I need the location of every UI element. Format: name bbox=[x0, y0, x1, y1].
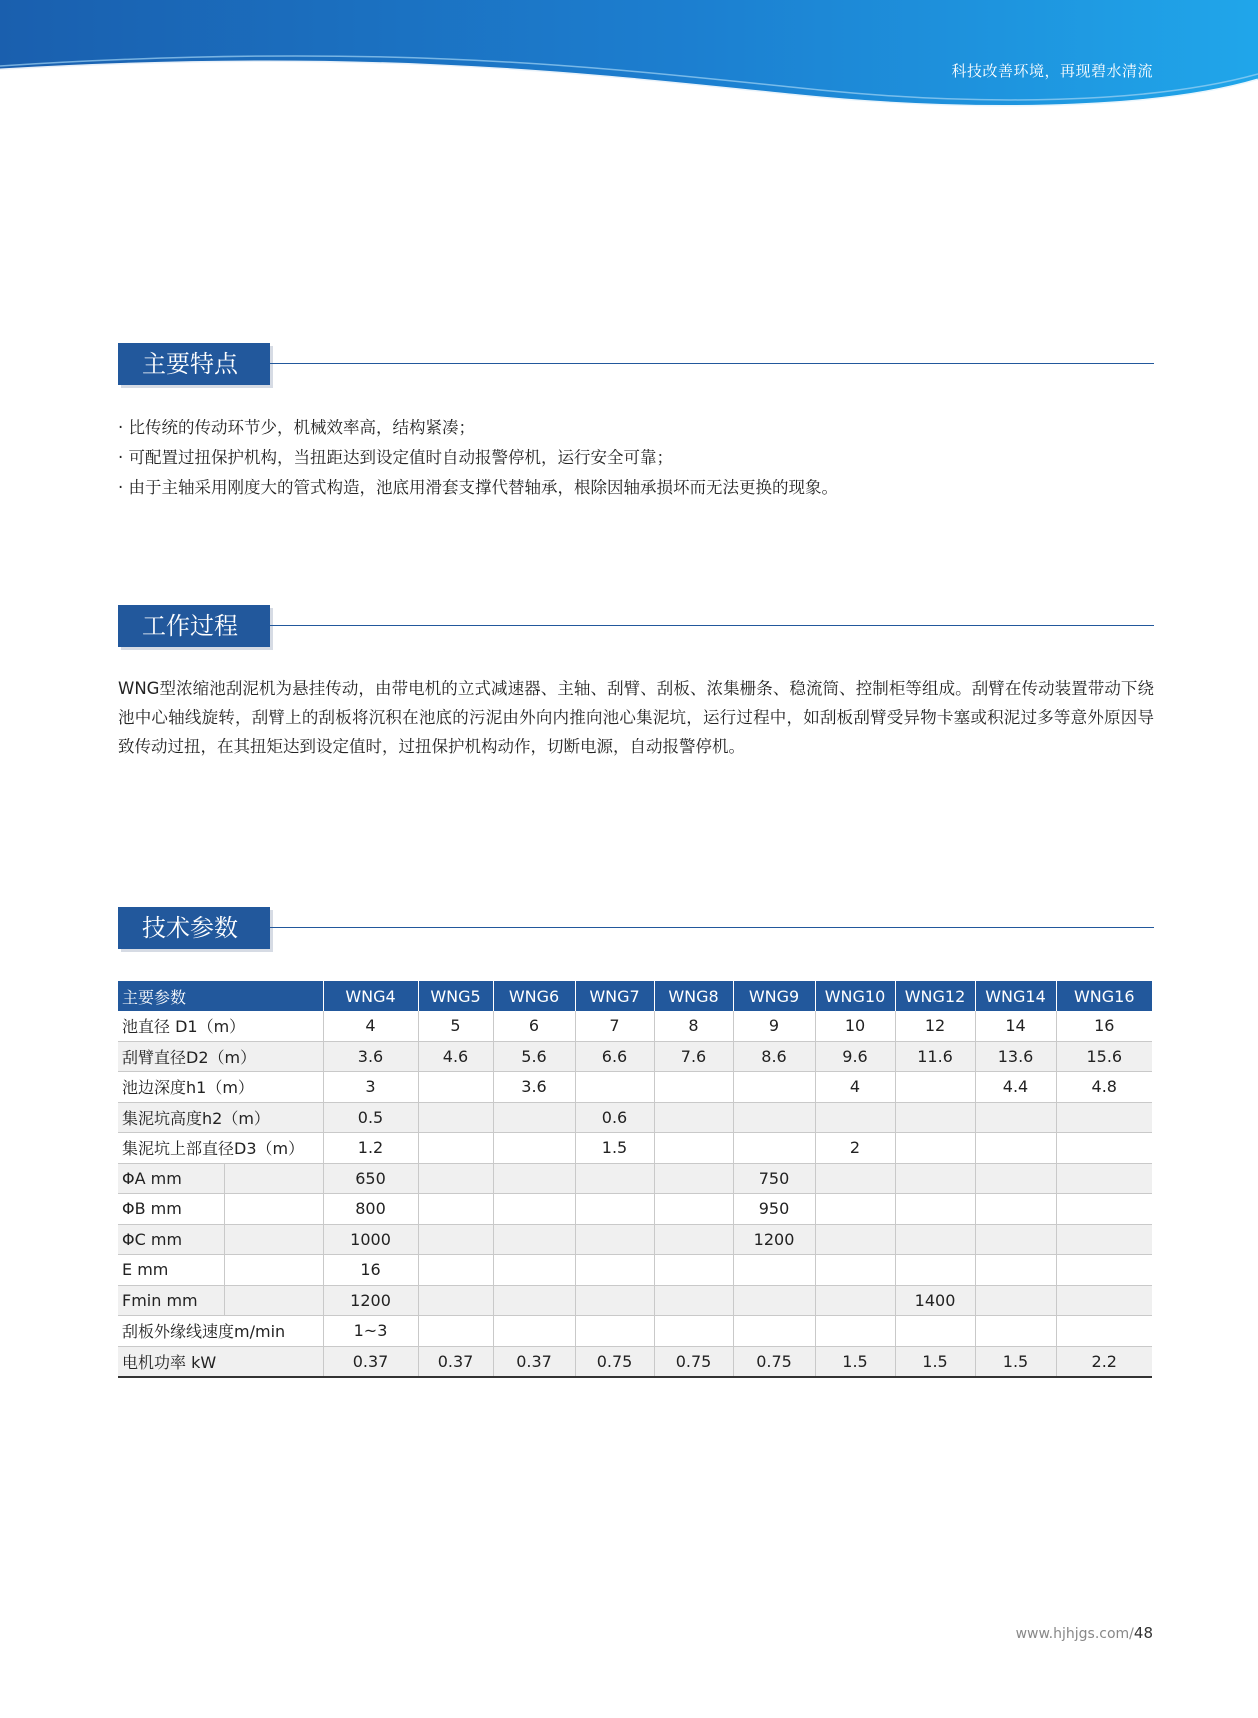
specs-header-row bbox=[118, 981, 1152, 1011]
table-cell bbox=[1056, 1194, 1152, 1225]
table-cell bbox=[815, 1163, 895, 1194]
table-cell: 11.6 bbox=[895, 1041, 975, 1072]
row-label: ΦB mm bbox=[118, 1194, 224, 1225]
row-label: Fmin mm bbox=[118, 1285, 224, 1316]
table-cell bbox=[815, 1316, 895, 1347]
table-cell: 1200 bbox=[323, 1285, 418, 1316]
table-cell bbox=[418, 1072, 493, 1103]
table-cell bbox=[575, 1163, 654, 1194]
table-row bbox=[118, 1041, 1152, 1072]
page-footer bbox=[1016, 1624, 1153, 1642]
table-cell bbox=[493, 1194, 575, 1225]
table-cell bbox=[1056, 1255, 1152, 1286]
table-cell bbox=[493, 1255, 575, 1286]
section-title: 主要特点 bbox=[118, 343, 270, 385]
table-cell: 0.75 bbox=[733, 1346, 815, 1377]
table-cell: 0.37 bbox=[323, 1346, 418, 1377]
table-cell: 9.6 bbox=[815, 1041, 895, 1072]
table-cell: 4 bbox=[323, 1011, 418, 1041]
table-cell bbox=[493, 1163, 575, 1194]
table-cell bbox=[733, 1133, 815, 1164]
row-sublabel-cell bbox=[224, 1163, 323, 1194]
table-cell: 4 bbox=[815, 1072, 895, 1103]
feature-item: · 可配置过扭保护机构，当扭距达到设定值时自动报警停机，运行安全可靠； bbox=[118, 443, 1154, 473]
section-title: 技术参数 bbox=[118, 907, 270, 949]
table-cell bbox=[493, 1224, 575, 1255]
table-cell bbox=[815, 1102, 895, 1133]
table-cell: 4.6 bbox=[418, 1041, 493, 1072]
features-list bbox=[118, 413, 1154, 503]
table-cell: 14 bbox=[975, 1011, 1056, 1041]
header-cell: WNG14 bbox=[975, 981, 1056, 1011]
page-number: 48 bbox=[1133, 1624, 1153, 1642]
table-cell bbox=[493, 1133, 575, 1164]
table-cell bbox=[895, 1102, 975, 1133]
table-cell bbox=[418, 1224, 493, 1255]
section-specs-heading bbox=[118, 907, 1154, 949]
table-cell bbox=[418, 1285, 493, 1316]
section-rule bbox=[270, 927, 1154, 928]
row-label: 电机功率 kW bbox=[118, 1346, 323, 1377]
row-label: 集泥坑高度h2（m） bbox=[118, 1102, 323, 1133]
table-cell bbox=[975, 1133, 1056, 1164]
table-cell bbox=[975, 1102, 1056, 1133]
table-cell: 7 bbox=[575, 1011, 654, 1041]
header-cell: WNG7 bbox=[575, 981, 654, 1011]
table-cell bbox=[575, 1224, 654, 1255]
table-cell bbox=[418, 1194, 493, 1225]
table-cell bbox=[1056, 1224, 1152, 1255]
table-cell bbox=[975, 1316, 1056, 1347]
process-paragraph: WNG型浓缩池刮泥机为悬挂传动，由带电机的立式减速器、主轴、刮臂、刮板、浓集栅条、稳流筒、控制柜等组成。刮臂在传动装置带动下绕池中心轴线旋转，刮臂上的刮板将沉积在池底的污泥由外向内推向池心集泥坑，运行过程中，如刮板刮臂受异物卡塞或积泥过多等意外原因导致传动过扭，在其扭矩达到设定值时，过扭保护机构动作，切断电源，自动报警停机。 bbox=[118, 679, 1154, 756]
table-cell: 0.6 bbox=[575, 1102, 654, 1133]
table-row bbox=[118, 1072, 1152, 1103]
table-cell bbox=[575, 1316, 654, 1347]
table-cell: 8.6 bbox=[733, 1041, 815, 1072]
header-cell: WNG12 bbox=[895, 981, 975, 1011]
table-cell: 1200 bbox=[733, 1224, 815, 1255]
table-cell bbox=[654, 1163, 733, 1194]
table-cell: 0.37 bbox=[493, 1346, 575, 1377]
row-label: 刮臂直径D2（m） bbox=[118, 1041, 323, 1072]
table-row bbox=[118, 1133, 1152, 1164]
table-cell: 16 bbox=[323, 1255, 418, 1286]
table-cell: 800 bbox=[323, 1194, 418, 1225]
table-cell: 10 bbox=[815, 1011, 895, 1041]
row-label: ΦC mm bbox=[118, 1224, 224, 1255]
table-cell: 0.75 bbox=[575, 1346, 654, 1377]
table-cell: 1.2 bbox=[323, 1133, 418, 1164]
table-cell bbox=[1056, 1163, 1152, 1194]
table-cell bbox=[493, 1102, 575, 1133]
table-cell: 1.5 bbox=[975, 1346, 1056, 1377]
row-label: 集泥坑上部直径D3（m） bbox=[118, 1133, 323, 1164]
table-cell bbox=[733, 1285, 815, 1316]
table-cell bbox=[418, 1255, 493, 1286]
table-cell: 13.6 bbox=[975, 1041, 1056, 1072]
table-cell bbox=[1056, 1102, 1152, 1133]
header-cell: WNG6 bbox=[493, 981, 575, 1011]
row-sublabel-cell bbox=[224, 1194, 323, 1225]
table-cell: 12 bbox=[895, 1011, 975, 1041]
table-cell bbox=[733, 1072, 815, 1103]
table-cell bbox=[895, 1163, 975, 1194]
table-cell: 3 bbox=[323, 1072, 418, 1103]
table-row bbox=[118, 1011, 1152, 1041]
table-cell bbox=[815, 1194, 895, 1225]
section-rule bbox=[270, 363, 1154, 364]
table-cell bbox=[815, 1285, 895, 1316]
table-cell: 0.75 bbox=[654, 1346, 733, 1377]
table-cell bbox=[418, 1102, 493, 1133]
table-cell: 6 bbox=[493, 1011, 575, 1041]
header-cell: WNG16 bbox=[1056, 981, 1152, 1011]
table-cell bbox=[575, 1072, 654, 1103]
table-cell bbox=[493, 1285, 575, 1316]
table-cell: 4.8 bbox=[1056, 1072, 1152, 1103]
table-row bbox=[118, 1194, 1152, 1225]
table-cell bbox=[654, 1072, 733, 1103]
table-cell bbox=[654, 1316, 733, 1347]
table-cell: 750 bbox=[733, 1163, 815, 1194]
table-cell bbox=[654, 1285, 733, 1316]
table-cell bbox=[733, 1102, 815, 1133]
table-cell bbox=[895, 1072, 975, 1103]
row-label: 刮板外缘线速度m/min bbox=[118, 1316, 323, 1347]
table-row bbox=[118, 1102, 1152, 1133]
table-cell: 1.5 bbox=[815, 1346, 895, 1377]
row-label: 池直径 D1（m） bbox=[118, 1011, 323, 1041]
table-cell: 3.6 bbox=[323, 1041, 418, 1072]
specs-table bbox=[118, 981, 1152, 1378]
table-row bbox=[118, 1163, 1152, 1194]
table-cell bbox=[895, 1255, 975, 1286]
table-cell bbox=[654, 1255, 733, 1286]
table-cell: 2.2 bbox=[1056, 1346, 1152, 1377]
table-cell: 1.5 bbox=[575, 1133, 654, 1164]
header-cell: WNG8 bbox=[654, 981, 733, 1011]
table-cell bbox=[575, 1194, 654, 1225]
row-sublabel-cell bbox=[224, 1224, 323, 1255]
footer-url: www.hjhjgs.com/ bbox=[1015, 1626, 1134, 1642]
table-cell: 1.5 bbox=[895, 1346, 975, 1377]
table-row bbox=[118, 1285, 1152, 1316]
table-cell bbox=[1056, 1316, 1152, 1347]
table-row bbox=[118, 1224, 1152, 1255]
table-cell bbox=[975, 1163, 1056, 1194]
table-cell bbox=[493, 1316, 575, 1347]
table-cell: 2 bbox=[815, 1133, 895, 1164]
table-cell bbox=[654, 1194, 733, 1225]
table-cell bbox=[575, 1285, 654, 1316]
header-cell: WNG4 bbox=[323, 981, 418, 1011]
table-cell: 15.6 bbox=[1056, 1041, 1152, 1072]
table-cell: 6.6 bbox=[575, 1041, 654, 1072]
table-cell bbox=[733, 1255, 815, 1286]
header-slogan: 科技改善环境，再现碧水清流 bbox=[951, 62, 1153, 80]
section-rule bbox=[270, 625, 1154, 626]
table-cell bbox=[654, 1133, 733, 1164]
table-cell bbox=[654, 1224, 733, 1255]
table-cell bbox=[575, 1255, 654, 1286]
row-sublabel-cell bbox=[224, 1285, 323, 1316]
table-cell bbox=[654, 1102, 733, 1133]
table-cell: 1000 bbox=[323, 1224, 418, 1255]
table-cell bbox=[895, 1133, 975, 1164]
table-cell: 5.6 bbox=[493, 1041, 575, 1072]
table-row bbox=[118, 1255, 1152, 1286]
section-features-heading bbox=[118, 343, 1154, 385]
table-cell bbox=[733, 1316, 815, 1347]
table-cell bbox=[895, 1194, 975, 1225]
table-cell: 950 bbox=[733, 1194, 815, 1225]
table-cell: 0.37 bbox=[418, 1346, 493, 1377]
section-title: 工作过程 bbox=[118, 605, 270, 647]
table-cell bbox=[895, 1224, 975, 1255]
table-cell bbox=[418, 1133, 493, 1164]
table-cell bbox=[815, 1224, 895, 1255]
table-cell: 5 bbox=[418, 1011, 493, 1041]
table-cell: 4.4 bbox=[975, 1072, 1056, 1103]
table-cell bbox=[418, 1163, 493, 1194]
row-sublabel-cell bbox=[224, 1255, 323, 1286]
table-cell bbox=[975, 1255, 1056, 1286]
table-cell: 650 bbox=[323, 1163, 418, 1194]
table-row bbox=[118, 1346, 1152, 1377]
table-cell: 1400 bbox=[895, 1285, 975, 1316]
table-cell: 1~3 bbox=[323, 1316, 418, 1347]
row-label: 池边深度h1（m） bbox=[118, 1072, 323, 1103]
table-cell bbox=[418, 1316, 493, 1347]
section-process-heading bbox=[118, 605, 1154, 647]
table-cell bbox=[975, 1285, 1056, 1316]
table-cell bbox=[975, 1224, 1056, 1255]
table-cell: 8 bbox=[654, 1011, 733, 1041]
header-cell: 主要参数 bbox=[118, 981, 323, 1011]
table-cell: 9 bbox=[733, 1011, 815, 1041]
header-cell: WNG10 bbox=[815, 981, 895, 1011]
feature-item: · 由于主轴采用刚度大的管式构造，池底用滑套支撑代替轴承，根除因轴承损坏而无法更换的现象。 bbox=[118, 473, 1154, 503]
table-cell bbox=[1056, 1133, 1152, 1164]
feature-item: · 比传统的传动环节少，机械效率高，结构紧凑； bbox=[118, 413, 1154, 443]
table-cell bbox=[815, 1255, 895, 1286]
table-cell: 16 bbox=[1056, 1011, 1152, 1041]
header-cell: WNG9 bbox=[733, 981, 815, 1011]
table-cell: 3.6 bbox=[493, 1072, 575, 1103]
header-cell: WNG5 bbox=[418, 981, 493, 1011]
table-cell: 7.6 bbox=[654, 1041, 733, 1072]
table-row bbox=[118, 1316, 1152, 1347]
table-cell: 0.5 bbox=[323, 1102, 418, 1133]
table-cell bbox=[895, 1316, 975, 1347]
table-cell bbox=[975, 1194, 1056, 1225]
row-label: E mm bbox=[118, 1255, 224, 1286]
table-cell bbox=[1056, 1285, 1152, 1316]
row-label: ΦA mm bbox=[118, 1163, 224, 1194]
